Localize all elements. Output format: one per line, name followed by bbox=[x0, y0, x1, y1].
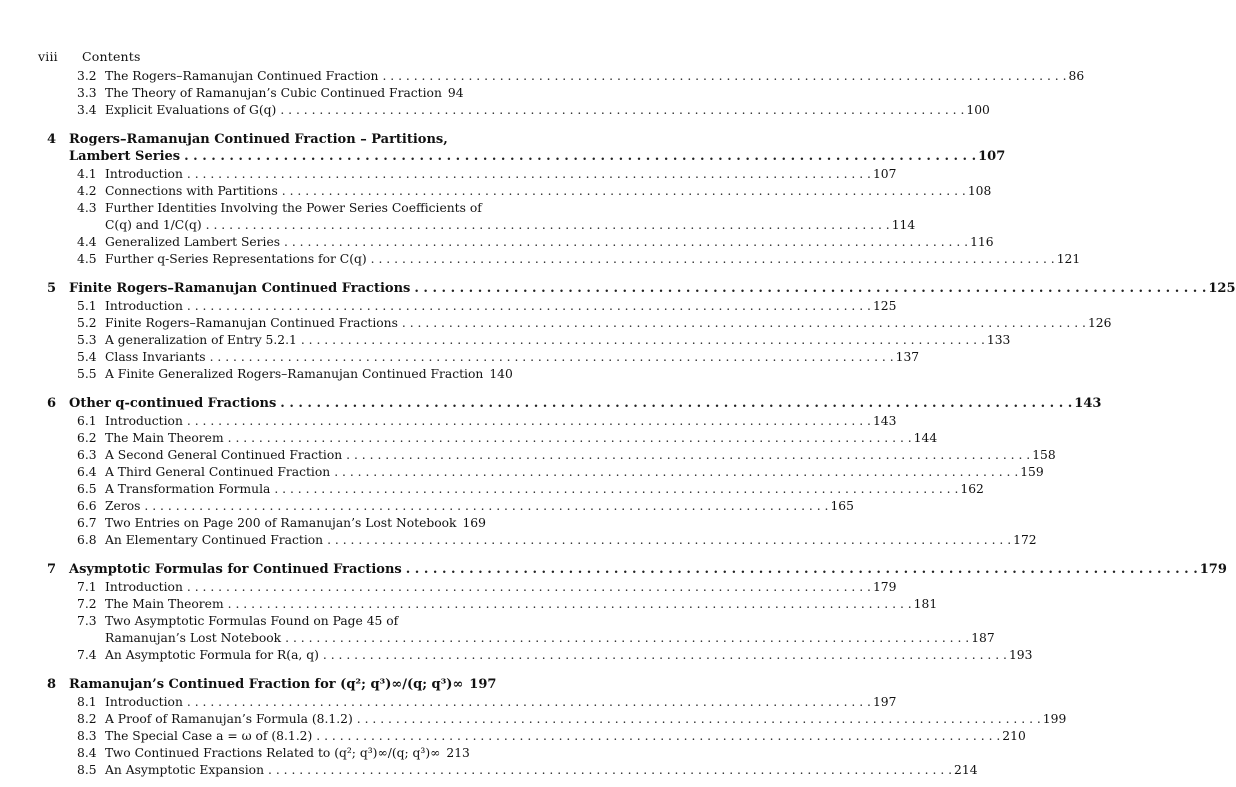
running-head bbox=[38, 49, 141, 64]
toc-chapter-line bbox=[0, 281, 1236, 297]
toc-section-line bbox=[0, 711, 1067, 727]
dot-leader bbox=[284, 234, 968, 250]
toc-chapter-line bbox=[0, 562, 1227, 578]
dot-leader bbox=[280, 102, 964, 118]
entry-page-number: 197 bbox=[872, 695, 897, 709]
entry-title: Finite Rogers–Ramanujan Continued Fractions bbox=[69, 281, 411, 296]
toc-section-line bbox=[0, 532, 1037, 548]
page-number: viii bbox=[38, 49, 58, 64]
section-number: 7.3 bbox=[77, 614, 97, 628]
dot-leader bbox=[316, 728, 1000, 744]
entry-title: Introduction bbox=[105, 580, 183, 594]
toc-section-line bbox=[0, 413, 897, 429]
entry-title: C(q) and 1/C(q) bbox=[105, 218, 202, 232]
toc-section-line bbox=[0, 447, 1056, 463]
entry-page-number: 140 bbox=[489, 367, 513, 381]
entry-title: An Elementary Continued Fraction bbox=[105, 533, 324, 547]
entry-title: A Proof of Ramanujan’s Formula (8.1.2) bbox=[105, 712, 353, 726]
toc-entry bbox=[105, 430, 938, 446]
entry-page-number: 125 bbox=[872, 299, 897, 313]
section-number: 4.1 bbox=[77, 167, 97, 181]
toc-entry bbox=[105, 413, 897, 429]
dot-leader bbox=[346, 447, 1030, 463]
chapter-number: 8 bbox=[47, 677, 57, 692]
section-number: 8.1 bbox=[77, 695, 97, 709]
toc-entry bbox=[105, 85, 462, 101]
toc-section-line bbox=[0, 217, 916, 233]
entry-title: The Special Case a = ω of (8.1.2) bbox=[105, 729, 313, 743]
entry-title: Class Invariants bbox=[105, 350, 206, 364]
entry-page-number: 137 bbox=[895, 350, 920, 364]
toc-chapter-line bbox=[0, 396, 1102, 412]
entry-title: Ramanujan’s Lost Notebook bbox=[105, 631, 282, 645]
toc-entry bbox=[105, 166, 897, 182]
dot-leader bbox=[282, 183, 966, 199]
entry-title: Further Identities Involving the Power Series Coefficients of bbox=[105, 201, 482, 215]
toc-section-line bbox=[0, 349, 920, 365]
entry-page-number: 133 bbox=[986, 333, 1011, 347]
toc-entry bbox=[105, 332, 1011, 348]
toc-section-line bbox=[0, 596, 938, 612]
toc-entry bbox=[105, 596, 938, 612]
toc-entry bbox=[105, 532, 1037, 548]
toc-entry bbox=[105, 481, 984, 497]
dot-leader bbox=[323, 647, 1007, 663]
entry-page-number: 107 bbox=[872, 167, 897, 181]
entry-title: Two Entries on Page 200 of Ramanujan’s Lost Notebook bbox=[105, 516, 457, 530]
entry-title: Further q-Series Representations for C(q) bbox=[105, 252, 367, 266]
toc-section-line bbox=[0, 728, 1026, 744]
entry-page-number: 193 bbox=[1008, 648, 1033, 662]
entry-page-number: 143 bbox=[1074, 396, 1102, 411]
entry-page-number: 158 bbox=[1032, 448, 1056, 462]
dot-leader bbox=[187, 579, 871, 595]
section-number: 4.4 bbox=[77, 235, 97, 249]
entry-title: Rogers–Ramanujan Continued Fraction – Partitions, bbox=[69, 132, 448, 147]
toc-section-line bbox=[0, 166, 897, 182]
entry-title: The Main Theorem bbox=[105, 597, 224, 611]
toc-section-line bbox=[0, 647, 1033, 663]
entry-page-number: 181 bbox=[913, 597, 938, 611]
entry-title: Introduction bbox=[105, 299, 183, 313]
toc-entry bbox=[105, 298, 897, 314]
section-number: 5.1 bbox=[77, 299, 97, 313]
dot-leader bbox=[187, 694, 871, 710]
toc-section-line bbox=[0, 332, 1011, 348]
entry-title: Introduction bbox=[105, 167, 183, 181]
toc-section-line bbox=[0, 366, 513, 382]
section-number: 5.5 bbox=[77, 367, 97, 381]
section-number: 6.6 bbox=[77, 499, 97, 513]
entry-page-number: 144 bbox=[913, 431, 938, 445]
toc-entry bbox=[105, 515, 486, 531]
section-number: 6.2 bbox=[77, 431, 97, 445]
section-number: 3.2 bbox=[77, 69, 97, 83]
entry-title: An Asymptotic Formula for R(a, q) bbox=[105, 648, 319, 662]
dot-leader bbox=[406, 562, 1198, 578]
section-number: 8.5 bbox=[77, 763, 97, 777]
section-number: 6.5 bbox=[77, 482, 97, 496]
entry-page-number: 197 bbox=[469, 677, 497, 692]
dot-leader bbox=[357, 711, 1041, 727]
toc-entry bbox=[105, 498, 854, 514]
entry-title: The Main Theorem bbox=[105, 431, 224, 445]
toc-section-line bbox=[0, 315, 1112, 331]
toc-entry bbox=[105, 464, 1044, 480]
toc-section-line bbox=[0, 298, 897, 314]
dot-leader bbox=[371, 251, 1055, 267]
entry-title: Lambert Series bbox=[69, 149, 181, 164]
section-number: 5.4 bbox=[77, 350, 97, 364]
entry-title: An Asymptotic Expansion bbox=[105, 763, 264, 777]
toc-entry bbox=[105, 234, 994, 250]
entry-page-number: 125 bbox=[1208, 281, 1236, 296]
toc-section-line bbox=[0, 251, 1081, 267]
entry-title: Introduction bbox=[105, 414, 183, 428]
dot-leader bbox=[187, 413, 871, 429]
toc-entry bbox=[105, 349, 920, 365]
section-number: 6.3 bbox=[77, 448, 97, 462]
toc-chapter-line bbox=[0, 149, 1006, 165]
dot-leader bbox=[187, 298, 871, 314]
dot-leader bbox=[268, 762, 952, 778]
dot-leader bbox=[228, 596, 912, 612]
toc-section-line bbox=[0, 183, 992, 199]
entry-page-number: 210 bbox=[1002, 729, 1026, 743]
entry-page-number: 107 bbox=[978, 149, 1006, 164]
toc-section-line bbox=[0, 745, 500, 761]
toc-section-line bbox=[0, 430, 938, 446]
entry-title: A Finite Generalized Rogers–Ramanujan Continued Fraction bbox=[105, 367, 484, 381]
entry-page-number: 172 bbox=[1013, 533, 1037, 547]
toc-entry bbox=[105, 315, 1112, 331]
entry-page-number: 121 bbox=[1056, 252, 1081, 266]
toc-entry bbox=[69, 677, 497, 693]
toc-entry bbox=[105, 68, 1085, 84]
entry-title: Other q-continued Fractions bbox=[69, 396, 277, 411]
entry-page-number: 100 bbox=[966, 103, 990, 117]
dot-leader bbox=[228, 430, 912, 446]
entry-page-number: 94 bbox=[447, 86, 464, 100]
dot-leader bbox=[285, 630, 969, 646]
entry-page-number: 114 bbox=[891, 218, 916, 232]
entry-page-number: 169 bbox=[462, 516, 486, 530]
chapter-number: 6 bbox=[47, 396, 57, 411]
dot-leader bbox=[402, 315, 1086, 331]
toc-section-line bbox=[0, 515, 500, 531]
section-number: 5.2 bbox=[77, 316, 97, 330]
dot-leader bbox=[206, 217, 890, 233]
entry-title: Two Asymptotic Formulas Found on Page 45 of bbox=[105, 614, 399, 628]
entry-title: A Third General Continued Fraction bbox=[105, 465, 331, 479]
toc-section-line bbox=[0, 68, 1085, 84]
toc-section-line bbox=[0, 464, 1044, 480]
dot-leader bbox=[414, 281, 1206, 297]
toc-entry bbox=[105, 447, 1056, 463]
entry-title: Generalized Lambert Series bbox=[105, 235, 281, 249]
entry-title: A Transformation Formula bbox=[105, 482, 271, 496]
toc-section-line bbox=[0, 85, 500, 101]
toc-section-line bbox=[0, 200, 500, 216]
entry-title: The Theory of Ramanujan’s Cubic Continued Fraction bbox=[105, 86, 442, 100]
entry-title: Connections with Partitions bbox=[105, 184, 278, 198]
entry-page-number: 162 bbox=[960, 482, 984, 496]
entry-page-number: 179 bbox=[1199, 562, 1227, 577]
toc-section-line bbox=[0, 762, 978, 778]
toc-chapter-line bbox=[0, 132, 500, 148]
toc-entry bbox=[105, 711, 1067, 727]
toc-entry bbox=[105, 102, 990, 118]
toc-entry bbox=[105, 762, 978, 778]
dot-leader bbox=[144, 498, 828, 514]
toc-section-line bbox=[0, 694, 897, 710]
toc-section-line bbox=[0, 498, 854, 514]
toc-entry bbox=[69, 396, 1102, 412]
section-number: 3.4 bbox=[77, 103, 97, 117]
toc-section-line bbox=[0, 630, 995, 646]
entry-title: Zeros bbox=[105, 499, 141, 513]
toc-entry bbox=[105, 728, 1026, 744]
section-number: 7.1 bbox=[77, 580, 97, 594]
section-number: 4.3 bbox=[77, 201, 97, 215]
chapter-number: 4 bbox=[47, 132, 57, 147]
entry-page-number: 213 bbox=[446, 746, 470, 760]
toc-entry bbox=[105, 217, 916, 233]
dot-leader bbox=[184, 149, 976, 165]
section-number: 7.2 bbox=[77, 597, 97, 611]
toc-entry bbox=[105, 647, 1033, 663]
toc-entry bbox=[105, 251, 1081, 267]
toc-entry bbox=[105, 366, 513, 382]
toc-entry bbox=[69, 562, 1227, 578]
toc-entry bbox=[105, 630, 995, 646]
entry-page-number: 86 bbox=[1068, 69, 1085, 83]
entry-page-number: 143 bbox=[872, 414, 897, 428]
entry-title: A generalization of Entry 5.2.1 bbox=[105, 333, 297, 347]
entry-page-number: 116 bbox=[970, 235, 994, 249]
dot-leader bbox=[274, 481, 958, 497]
section-number: 4.2 bbox=[77, 184, 97, 198]
section-number: 4.5 bbox=[77, 252, 97, 266]
toc-entry bbox=[105, 745, 470, 761]
toc-section-line bbox=[0, 234, 994, 250]
entry-title: The Rogers–Ramanujan Continued Fraction bbox=[105, 69, 379, 83]
toc-entry bbox=[105, 694, 897, 710]
running-title: Contents bbox=[82, 49, 141, 64]
dot-leader bbox=[334, 464, 1018, 480]
entry-page-number: 187 bbox=[971, 631, 995, 645]
toc-entry bbox=[105, 579, 897, 595]
section-number: 3.3 bbox=[77, 86, 97, 100]
entry-page-number: 179 bbox=[872, 580, 897, 594]
dot-leader bbox=[327, 532, 1011, 548]
dot-leader bbox=[280, 396, 1072, 412]
toc-section-line bbox=[0, 613, 500, 629]
chapter-number: 5 bbox=[47, 281, 57, 296]
entry-title: Asymptotic Formulas for Continued Fractions bbox=[69, 562, 402, 577]
chapter-number: 7 bbox=[47, 562, 57, 577]
entry-page-number: 108 bbox=[967, 184, 992, 198]
dot-leader bbox=[382, 68, 1066, 84]
entry-title: Explicit Evaluations of G(q) bbox=[105, 103, 277, 117]
section-number: 7.4 bbox=[77, 648, 97, 662]
entry-page-number: 199 bbox=[1042, 712, 1067, 726]
toc-entry bbox=[69, 149, 1006, 165]
entry-title: Introduction bbox=[105, 695, 183, 709]
entry-title: Two Continued Fractions Related to (q²; q³)∞/(q; q³)∞ bbox=[105, 746, 441, 760]
section-number: 8.3 bbox=[77, 729, 97, 743]
dot-leader bbox=[210, 349, 894, 365]
toc-entry bbox=[105, 183, 992, 199]
section-number: 5.3 bbox=[77, 333, 97, 347]
entry-page-number: 214 bbox=[954, 763, 978, 777]
section-number: 6.1 bbox=[77, 414, 97, 428]
section-number: 8.4 bbox=[77, 746, 97, 760]
dot-leader bbox=[301, 332, 985, 348]
section-number: 8.2 bbox=[77, 712, 97, 726]
section-number: 6.4 bbox=[77, 465, 97, 479]
section-number: 6.8 bbox=[77, 533, 97, 547]
toc-section-line bbox=[0, 481, 984, 497]
entry-page-number: 165 bbox=[830, 499, 854, 513]
toc-section-line bbox=[0, 102, 990, 118]
entry-title: A Second General Continued Fraction bbox=[105, 448, 343, 462]
entry-title: Ramanujan’s Continued Fraction for (q²; q³)∞/(q; q³)∞ bbox=[69, 677, 464, 692]
toc-entry bbox=[69, 281, 1236, 297]
entry-title: Finite Rogers–Ramanujan Continued Fractions bbox=[105, 316, 398, 330]
toc-chapter-line bbox=[0, 677, 500, 693]
entry-page-number: 159 bbox=[1020, 465, 1044, 479]
dot-leader bbox=[187, 166, 871, 182]
section-number: 6.7 bbox=[77, 516, 97, 530]
toc-section-line bbox=[0, 579, 897, 595]
entry-page-number: 126 bbox=[1087, 316, 1112, 330]
